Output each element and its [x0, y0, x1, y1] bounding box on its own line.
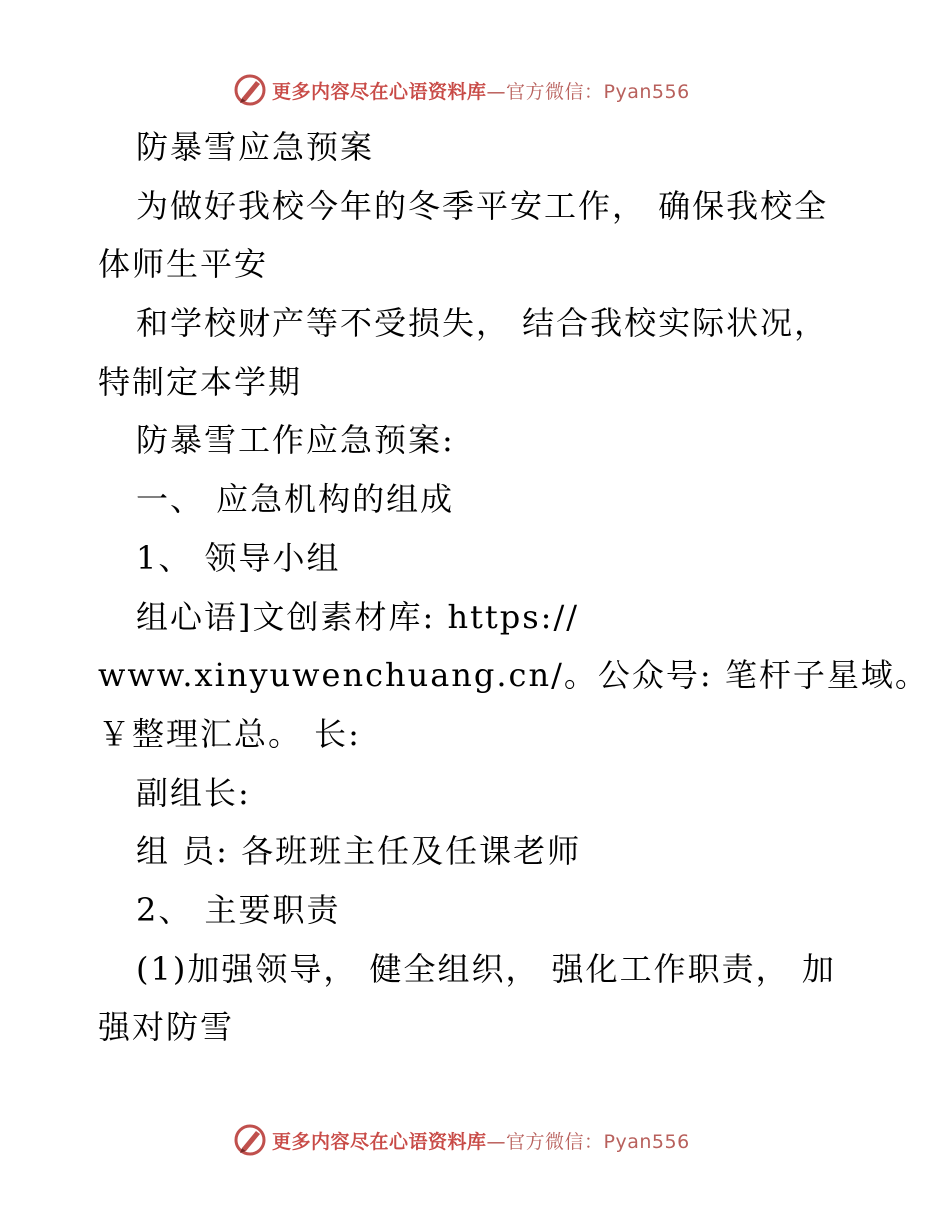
doc-line: 和学校财产等不受损失， 结合我校实际状况，	[136, 304, 829, 343]
subsection-heading: 2、 主要职责	[136, 890, 341, 929]
doc-line: 副组长:	[136, 773, 251, 812]
doc-line: 强对防雪	[98, 1008, 235, 1047]
doc-line: 防暴雪工作应急预案:	[136, 421, 455, 460]
banner-wechat-text: 官方微信：Pyan556	[506, 80, 690, 103]
banner-text	[272, 77, 690, 104]
banner-separator: —	[486, 1130, 507, 1153]
pen-circle-logo-icon	[232, 72, 268, 108]
doc-line: ￥整理汇总。 长:	[98, 714, 361, 753]
doc-line: 为做好我校今年的冬季平安工作， 确保我校全	[136, 186, 829, 225]
doc-line: 组心语]文创素材库: https://	[136, 597, 580, 636]
doc-line: (1)加强领导， 健全组织， 强化工作职责， 加	[136, 949, 836, 988]
subsection-heading: 1、 领导小组	[136, 538, 341, 577]
doc-line: 特制定本学期	[98, 362, 303, 401]
banner-site-text: 更多内容尽在心语资料库	[272, 1130, 487, 1153]
doc-line: 体师生平安	[98, 245, 269, 284]
doc-line: 组 员: 各班班主任及任课老师	[136, 832, 582, 871]
document-body	[98, 118, 929, 1057]
footer-banner	[232, 1120, 732, 1160]
banner-site-text: 更多内容尽在心语资料库	[272, 80, 487, 103]
pen-circle-logo-icon	[232, 1122, 268, 1158]
doc-line: www.xinyuwenchuang.cn/。公众号: 笔杆子星域。	[98, 656, 929, 695]
section-heading: 一、 应急机构的组成	[136, 480, 455, 519]
banner-separator: —	[486, 80, 507, 103]
doc-title: 防暴雪应急预案	[136, 128, 375, 166]
banner-text	[272, 1127, 690, 1154]
header-banner	[232, 70, 732, 110]
banner-wechat-text: 官方微信：Pyan556	[506, 1130, 690, 1153]
